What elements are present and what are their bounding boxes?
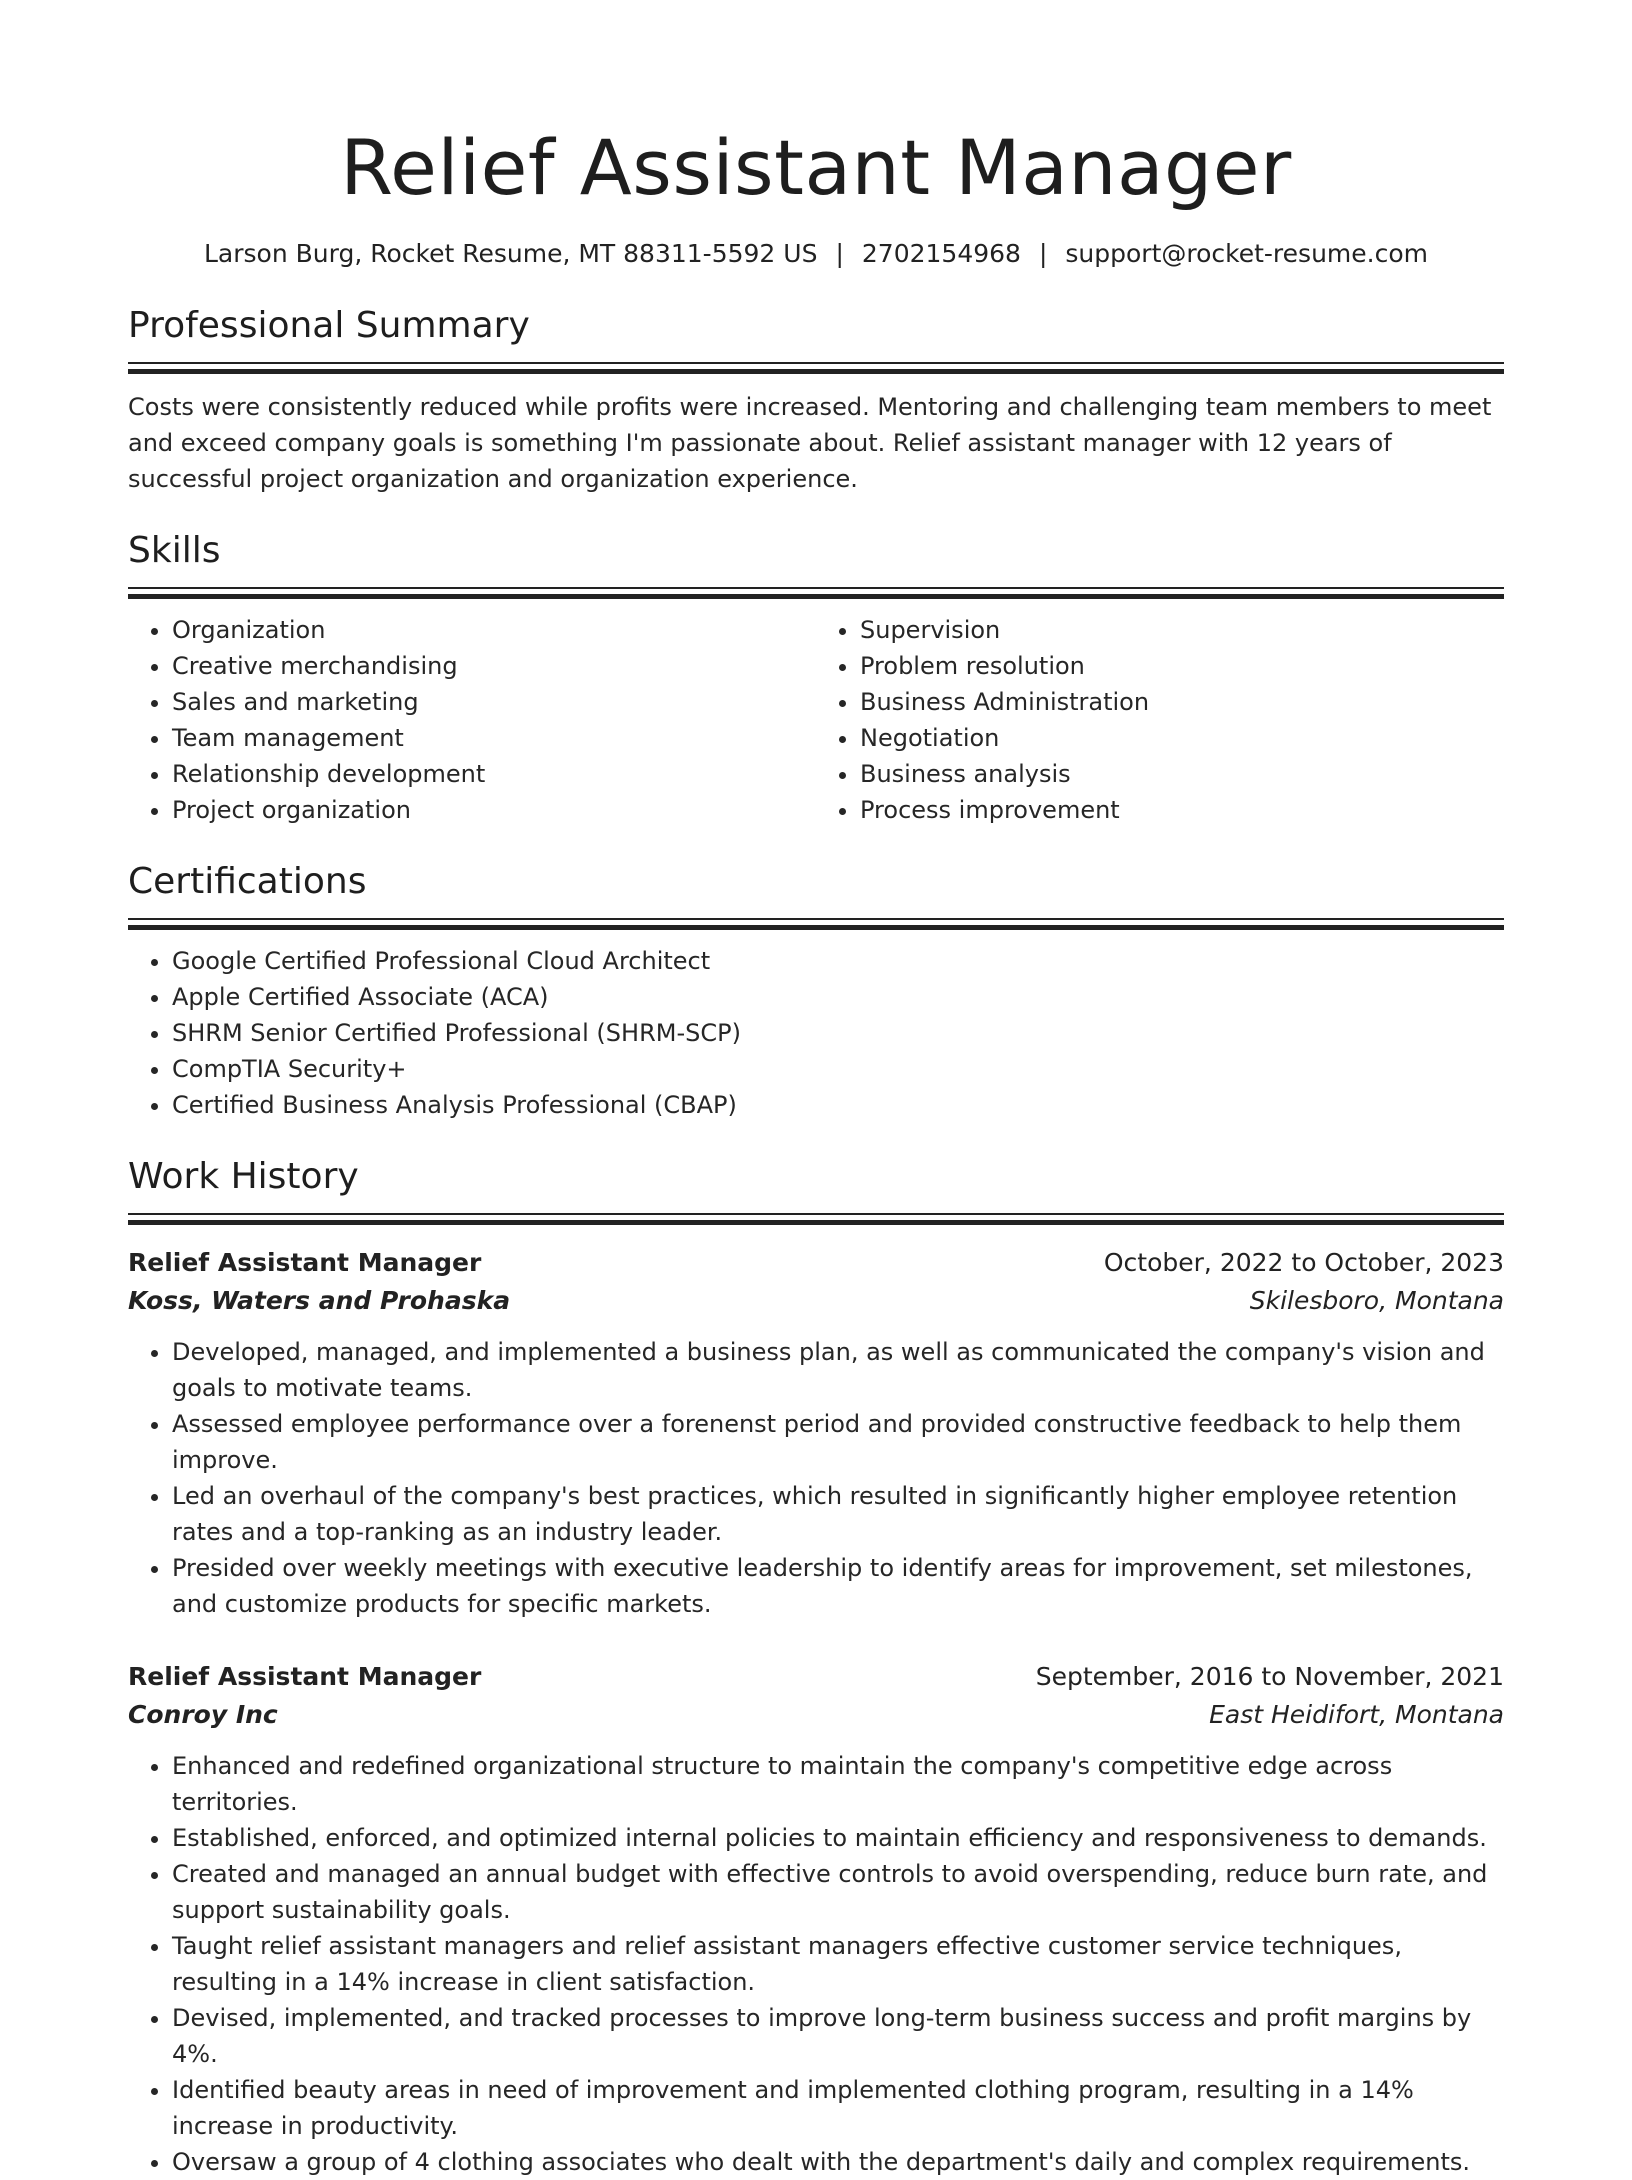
skill-item: • Business Administration xyxy=(860,684,1504,720)
skills-header xyxy=(128,527,1504,600)
job-company-row xyxy=(128,1696,1504,1734)
job-title-row xyxy=(128,1658,1504,1696)
job-bullet: • Devised, implemented, and tracked processes to improve long-term business success and profit margins by 4%. xyxy=(172,2000,1504,2072)
job-bullet: • Enhanced and redefined organizational structure to maintain the company's competitive edge across territories. xyxy=(172,1748,1504,1820)
contact-email: support@rocket-resume.com xyxy=(1065,239,1428,268)
work-history-section xyxy=(128,1153,1504,2180)
job-title: Relief Assistant Manager xyxy=(128,1662,482,1691)
job-bullet: • Identified beauty areas in need of improvement and implemented clothing program, resulting in a 14% increase in productivity. xyxy=(172,2072,1504,2144)
skill-item: • Creative merchandising xyxy=(172,648,816,684)
contact-separator: | xyxy=(835,239,844,268)
job-bullet: • Developed, managed, and implemented a business plan, as well as communicated the company's vision and goals to motivate teams. xyxy=(172,1334,1504,1406)
certification-item: • Apple Certified Associate (ACA) xyxy=(172,979,1504,1015)
certifications-header xyxy=(128,858,1504,931)
skill-item: • Relationship development xyxy=(172,756,816,792)
work-history-header xyxy=(128,1153,1504,1226)
skills-section xyxy=(128,527,1504,828)
job-company: Conroy Inc xyxy=(128,1700,278,1729)
skill-item: • Supervision xyxy=(860,612,1504,648)
skills-list-right xyxy=(816,612,1504,828)
skill-item: • Negotiation xyxy=(860,720,1504,756)
certification-item: • SHRM Senior Certified Professional (SHRM-SCP) xyxy=(172,1015,1504,1051)
job-dates: September, 2016 to November, 2021 xyxy=(1035,1662,1504,1691)
job-bullet: • Oversaw a group of 4 clothing associates who dealt with the department's daily and complex requirements. xyxy=(172,2144,1504,2180)
certifications-heading: Certifications xyxy=(128,861,367,902)
job-bullet: • Presided over weekly meetings with executive leadership to identify areas for improvement, set milestones, and customize products for specific markets. xyxy=(172,1550,1504,1622)
job-bullet: • Assessed employee performance over a forenenst period and provided constructive feedback to help them improve. xyxy=(172,1406,1504,1478)
section-divider xyxy=(128,918,1504,931)
contact-separator: | xyxy=(1038,239,1048,268)
certification-item: • CompTIA Security+ xyxy=(172,1051,1504,1087)
work-history-heading: Work History xyxy=(128,1156,359,1197)
certification-item: • Certified Business Analysis Professional (CBAP) xyxy=(172,1087,1504,1123)
certification-item: • Google Certified Professional Cloud Architect xyxy=(172,943,1504,979)
section-divider xyxy=(128,587,1504,600)
job-bullet: • Established, enforced, and optimized internal policies to maintain efficiency and responsiveness to demands. xyxy=(172,1820,1504,1856)
job-bullet: • Led an overhaul of the company's best practices, which resulted in significantly higher employee retention rates and a top-ranking as an industry leader. xyxy=(172,1478,1504,1550)
skill-item: • Project organization xyxy=(172,792,816,828)
summary-text: Costs were consistently reduced while profits were increased. Mentoring and challenging team members to meet and exceed company goals is something I'm passionate about. Relief assistant manager with 12 years of successful project organization and organization experience. xyxy=(128,393,1492,493)
summary-header xyxy=(128,302,1504,375)
job-bullets xyxy=(128,1748,1504,2180)
skill-item: • Problem resolution xyxy=(860,648,1504,684)
skill-item: • Organization xyxy=(172,612,816,648)
resume-title: Relief Assistant Manager xyxy=(340,123,1292,212)
summary-heading: Professional Summary xyxy=(128,305,530,346)
job-title: Relief Assistant Manager xyxy=(128,1248,482,1277)
job-bullet: • Taught relief assistant managers and relief assistant managers effective customer service techniques, resulting in a 14% increase in client satisfaction. xyxy=(172,1928,1504,2000)
skills-grid xyxy=(128,612,1504,828)
job-location: East Heidifort, Montana xyxy=(1209,1700,1504,1729)
skill-item: • Sales and marketing xyxy=(172,684,816,720)
skills-heading: Skills xyxy=(128,530,221,571)
job-company-row xyxy=(128,1282,1504,1320)
job-bullet: • Created and managed an annual budget with effective controls to avoid overspending, reduce burn rate, and support sustainability goals. xyxy=(172,1856,1504,1928)
skills-list-left xyxy=(128,612,816,828)
skill-item: • Team management xyxy=(172,720,816,756)
job-bullets xyxy=(128,1334,1504,1622)
section-divider xyxy=(128,362,1504,375)
job-location: Skilesboro, Montana xyxy=(1249,1286,1504,1315)
job-dates: October, 2022 to October, 2023 xyxy=(1103,1248,1504,1277)
section-divider xyxy=(128,1213,1504,1226)
contact-phone: 2702154968 xyxy=(861,239,1021,268)
job-entry xyxy=(128,1658,1504,2180)
skill-item: • Process improvement xyxy=(860,792,1504,828)
summary-section xyxy=(128,302,1504,497)
skill-item: • Business analysis xyxy=(860,756,1504,792)
resume-page xyxy=(128,118,1504,2180)
contact-line xyxy=(128,236,1504,272)
job-company: Koss, Waters and Prohaska xyxy=(128,1286,511,1315)
job-title-row xyxy=(128,1244,1504,1282)
contact-address: Larson Burg, Rocket Resume, MT 88311-5592 US xyxy=(204,239,818,268)
job-entry xyxy=(128,1244,1504,1622)
certifications-list xyxy=(128,943,1504,1123)
certifications-section xyxy=(128,858,1504,1123)
